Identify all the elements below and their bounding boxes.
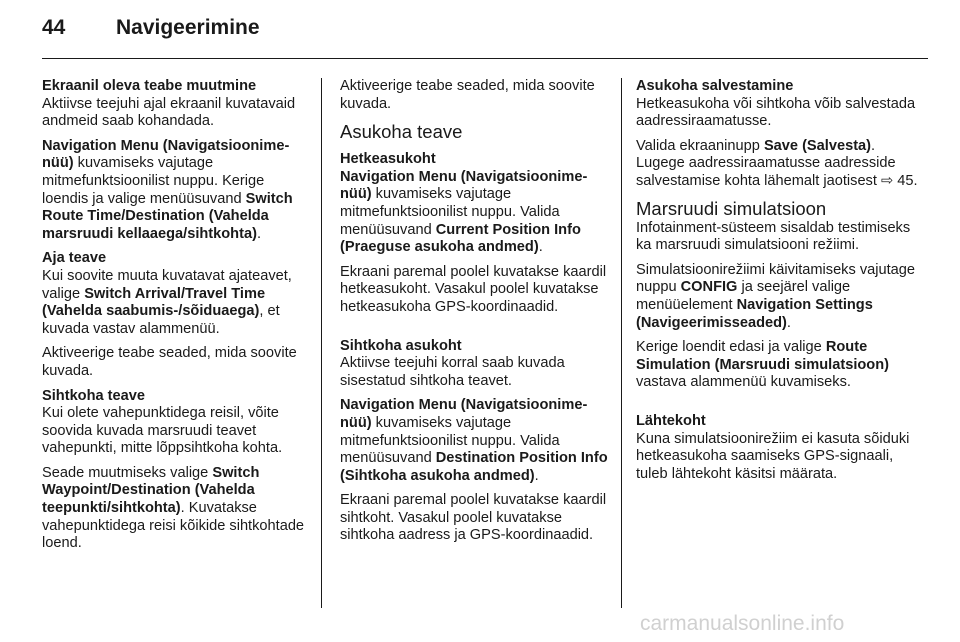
menu-term: Navigation Menu (Navigatsioonime-nüü): [340, 168, 588, 203]
text: . Kuvatakse vahepunktidega reisi kõikide sihtkohtade loend.: [42, 500, 305, 552]
text: . Lugege aadressiraamatusse aadresside salvestamise kohta lähemalt jaotisest: [636, 137, 896, 189]
paragraph: Aktiivse teejuhi ajal ekraanil kuvatavaid andmeid saab kohandada.: [42, 95, 296, 130]
paragraph: [636, 339, 926, 392]
text: vastava alammenüü kuvamiseks.: [636, 374, 851, 391]
text: .: [256, 225, 261, 242]
paragraph: Aktiveerige teabe seaded, mida soovite kuvada.: [340, 78, 595, 112]
column-3: [636, 78, 926, 483]
paragraph: Hetkeasukoha või sihtkoha võib salvestada aadressiraamatusse.: [636, 95, 916, 130]
menu-term: Navigation Menu (Navigatsioonime-nüü): [340, 397, 588, 431]
section-title-location-info: Asukoha teave: [340, 121, 463, 143]
menu-term: Switch Route Time/Destination (Vahelda marsruudi kellaaega/sihtkohta): [42, 190, 293, 242]
column-divider-1: [321, 78, 322, 608]
heading-start-point: Lähtekoht: [636, 412, 706, 429]
page-title: Navigeerimine: [116, 16, 260, 39]
paragraph: [636, 262, 926, 332]
heading-save-location: Asukoha salvestamine: [636, 78, 794, 94]
column-1: [42, 78, 310, 553]
menu-term: Switch Waypoint/Destination (Vahelda teepunkti/sihtkohta): [42, 464, 260, 517]
page-number: 44: [42, 16, 66, 39]
text: Simulatsioonirežiimi käivitamiseks vajutage nuppu: [636, 261, 916, 296]
text: ja seejärel valige menüüelement: [636, 279, 851, 313]
watermark: carmanualsonline.info: [640, 612, 845, 635]
text: Valida ekraaninupp: [636, 137, 764, 154]
text: kuvamiseks vajutage mitmefunktsioonilist nuppu. Valida menüüsuvand: [340, 414, 560, 467]
paragraph: Kui olete vahepunktidega reisil, võite soovida kuvada marsruudi teavet vahepunkti, mitte lõppsihtkoha kohta.: [42, 405, 283, 457]
button-term: Save (Salvesta): [763, 137, 872, 154]
paragraph: Aktiivse teejuhi korral saab kuvada sisestatud sihtkoha teavet.: [340, 355, 565, 389]
text: .: [786, 314, 791, 331]
header-rule: [42, 58, 928, 59]
paragraph: Aktiveerige teabe seaded, mida soovite kuvada.: [42, 345, 297, 379]
heading-current-position: Hetkeasukoht: [340, 151, 436, 168]
paragraph: Infotainment-süsteem sisaldab testimiseks ka marsruudi simulatsiooni režiimi.: [636, 219, 911, 254]
text: kuvamiseks vajutage mitmefunktsioonilist nuppu. Kerige loendis ja valige menüüsuvand: [42, 155, 265, 207]
menu-term: Navigation Menu (Navigatsioonime-nüü): [42, 137, 290, 172]
menu-term: Switch Arrival/Travel Time (Vahelda saabumis-/sõiduaega): [42, 285, 266, 320]
paragraph: [42, 268, 310, 338]
paragraph: [42, 465, 310, 553]
heading-time-info: Aja teave: [42, 250, 107, 267]
text: Kerige loendit edasi ja valige: [636, 339, 826, 356]
paragraph: Kuna simulatsioonirežiim ei kasuta sõiduki hetkeasukoha saamiseks GPS-signaali, tuleb lähtekoht käsitsi määrata.: [636, 430, 910, 482]
button-term: CONFIG: [680, 279, 738, 296]
text: Kui soovite muuta kuvatavat ajateavet, valige: [42, 267, 292, 302]
menu-term: Route Simulation (Marsruudi simulatsioon): [636, 339, 889, 373]
paragraph: [636, 138, 926, 191]
column-divider-2: [621, 78, 622, 608]
heading-screen-info: Ekraanil oleva teabe muutmine: [42, 78, 257, 94]
heading-destination-position: Sihtkoha asukoht: [340, 337, 462, 354]
menu-term: Current Position Info (Praeguse asukoha andmed): [340, 221, 581, 256]
text: .: [534, 467, 539, 484]
paragraph: [340, 169, 612, 257]
section-title-route-simulation: Marsruudi simulatsioon: [636, 197, 827, 219]
paragraph: [42, 138, 310, 244]
page-ref: 45: [897, 172, 914, 189]
paragraph: Ekraani paremal poolel kuvatakse kaardil hetkeasukoht. Vasakul poolel kuvatakse hetkeasukoha GPS-koordinaadid.: [340, 263, 607, 315]
text: Seade muutmiseks valige: [42, 464, 213, 481]
page-ref-arrow-icon: ⇨: [880, 172, 894, 189]
heading-destination-info: Sihtkoha teave: [42, 387, 146, 404]
text: .: [538, 239, 543, 256]
text: .: [913, 172, 918, 189]
column-2: [340, 78, 612, 545]
paragraph: [340, 397, 612, 485]
paragraph: Ekraani paremal poolel kuvatakse kaardil sihtkoht. Vasakul poolel kuvatakse sihtkoha aadress ja GPS-koordinaadid.: [340, 492, 607, 544]
menu-term: Navigation Settings (Navigeerimisseaded): [636, 296, 873, 331]
text: , et kuvada vastav alammenüü.: [42, 303, 280, 337]
menu-term: Destination Position Info (Sihtkoha asukoha andmed): [340, 450, 608, 484]
text: kuvamiseks vajutage mitmefunktsioonilist nuppu. Valida menüüsuvand: [340, 186, 560, 238]
